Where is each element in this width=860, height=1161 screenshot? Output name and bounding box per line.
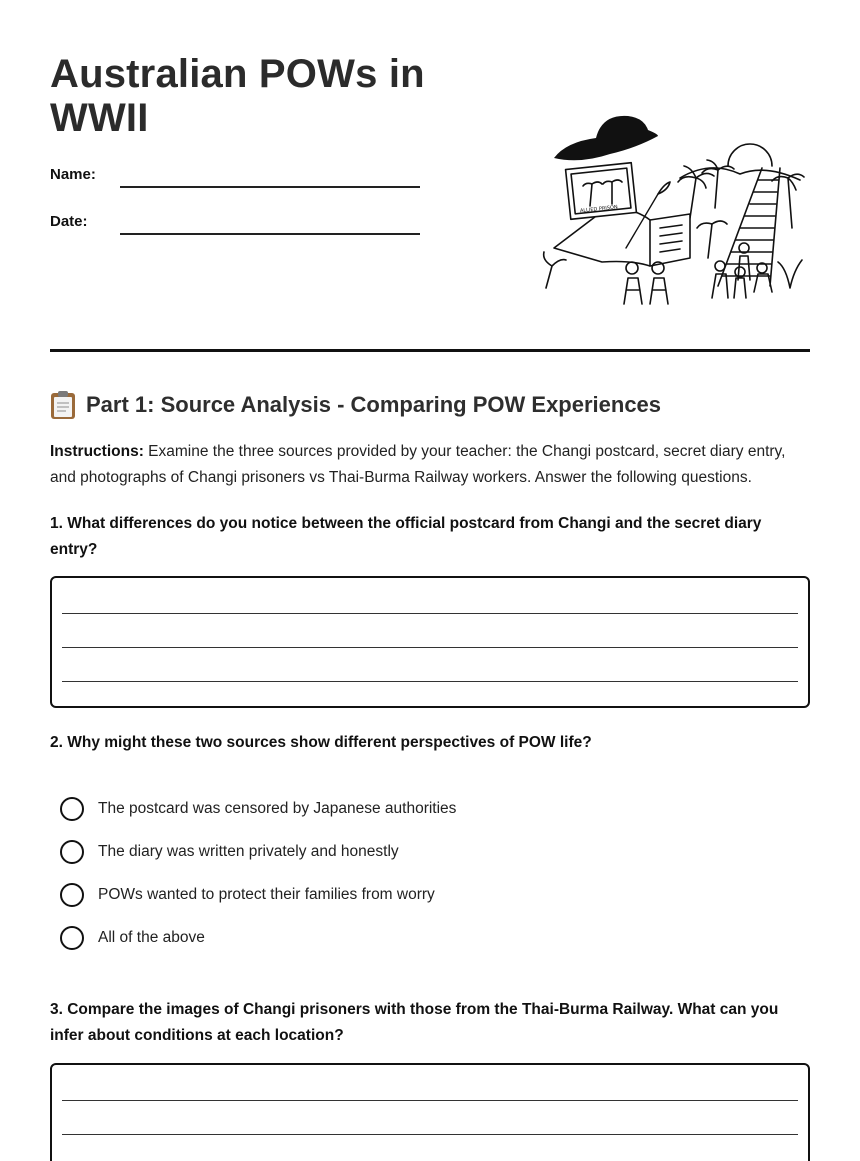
date-label: Date: <box>50 213 88 230</box>
option-censored[interactable] <box>60 797 456 821</box>
answer-line <box>62 1134 798 1135</box>
name-label: Name: <box>50 166 96 183</box>
option-label: The postcard was censored by Japanese authorities <box>98 800 457 817</box>
section-title: Part 1: Source Analysis - Comparing POW Experiences <box>86 392 662 417</box>
answer-line <box>62 647 798 648</box>
option-all-of-above[interactable] <box>60 926 205 950</box>
answer-line <box>62 613 798 614</box>
answer-box-1[interactable] <box>50 576 810 708</box>
question-2: 2. Why might these two sources show different perspectives of POW life? <box>50 734 592 751</box>
clipboard-icon <box>50 390 76 420</box>
radio-button[interactable] <box>60 840 84 864</box>
option-label: All of the above <box>98 929 205 946</box>
instructions <box>50 439 810 491</box>
page-title: Australian POWs in WWII <box>50 52 425 140</box>
radio-button[interactable] <box>60 883 84 907</box>
answer-line <box>62 1100 798 1101</box>
answer-box-3[interactable] <box>50 1063 810 1161</box>
option-diary-private[interactable] <box>60 840 399 864</box>
radio-button[interactable] <box>60 926 84 950</box>
option-label: The diary was written privately and honestly <box>98 843 399 860</box>
header-divider <box>50 349 810 352</box>
pow-illustration-icon <box>540 108 805 318</box>
radio-button[interactable] <box>60 797 84 821</box>
instructions-text: Examine the three sources provided by your teacher: the Changi postcard, secret diary entry, and photographs of Changi prisoners vs Thai-Burma Railway workers. Answer the following questions. <box>50 443 786 486</box>
name-field[interactable] <box>120 186 420 188</box>
question-1: 1. What differences do you notice between the official postcard from Changi and the secret diary entry? <box>50 515 762 558</box>
date-field[interactable] <box>120 233 420 235</box>
option-protect-families[interactable] <box>60 883 435 907</box>
instructions-label: Instructions: <box>50 443 144 460</box>
option-label: POWs wanted to protect their families from worry <box>98 886 435 903</box>
section-heading <box>50 390 661 420</box>
postcard-text: ALLIED PRISON <box>579 204 619 215</box>
question-3: 3. Compare the images of Changi prisoners with those from the Thai-Burma Railway. What can you infer about conditions at each location? <box>50 1001 779 1044</box>
answer-line <box>62 681 798 682</box>
